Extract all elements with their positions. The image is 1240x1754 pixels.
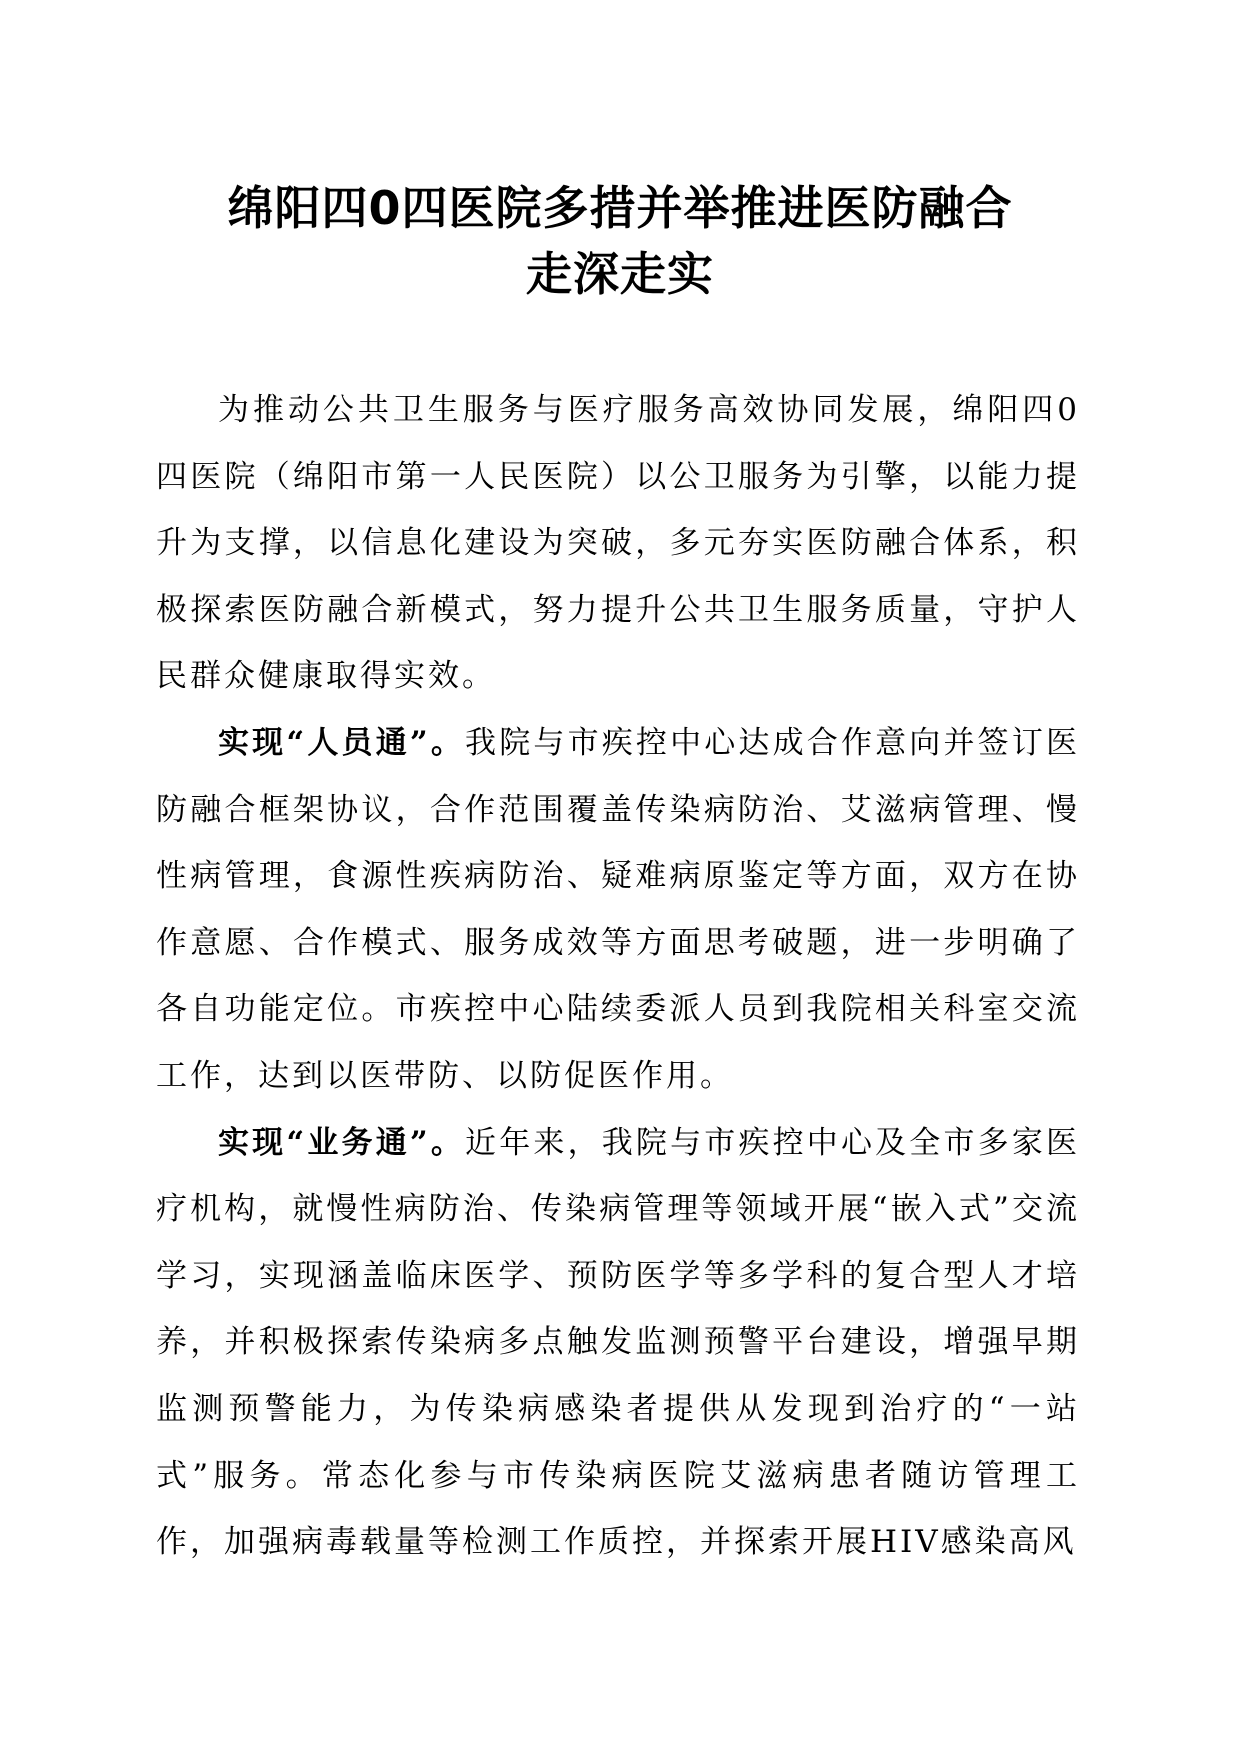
- title-line-1: 绵阳四0四医院多措并举推进医防融合: [227, 181, 1013, 235]
- title-line-2: 走深走实: [526, 247, 714, 301]
- document-body: [156, 377, 1080, 1576]
- paragraph-business: [156, 1110, 1080, 1576]
- paragraph-personnel-lead: 实现“人员通”。: [218, 724, 466, 761]
- paragraph-personnel: [156, 710, 1080, 1110]
- paragraph-business-lead: 实现“业务通”。: [218, 1124, 466, 1161]
- paragraph-intro-text: 为推动公共卫生服务与医疗服务高效协同发展，绵阳四0四医院（绵阳市第一人民医院）以公卫服务为引擎，以能力提升为支撑，以信息化建设为突破，多元夯实医防融合体系，积极探索医防融合新模式，努力提升公共卫生服务质量，守护人民群众健康取得实效。: [156, 392, 1080, 695]
- paragraph-personnel-text: 我院与市疾控中心达成合作意向并签订医防融合框架协议，合作范围覆盖传染病防治、艾滋病管理、慢性病管理，食源性疾病防治、疑难病原鉴定等方面，双方在协作意愿、合作模式、服务成效等方面思考破题，进一步明确了各自功能定位。市疾控中心陆续委派人员到我院相关科室交流工作，达到以医带防、以防促医作用。: [156, 724, 1080, 1094]
- paragraph-business-text: 近年来，我院与市疾控中心及全市多家医疗机构，就慢性病防治、传染病管理等领域开展“嵌入式”交流学习，实现涵盖临床医学、预防医学等多学科的复合型人才培养，并积极探索传染病多点触发监测预警平台建设，增强早期监测预警能力，为传染病感染者提供从发现到治疗的“一站式”服务。常态化参与市传染病医院艾滋病患者随访管理工作，加强病毒载量等检测工作质控，并探索开展HIV感染高风: [156, 1124, 1080, 1561]
- document-title: [0, 175, 1240, 307]
- paragraph-intro: [156, 377, 1080, 710]
